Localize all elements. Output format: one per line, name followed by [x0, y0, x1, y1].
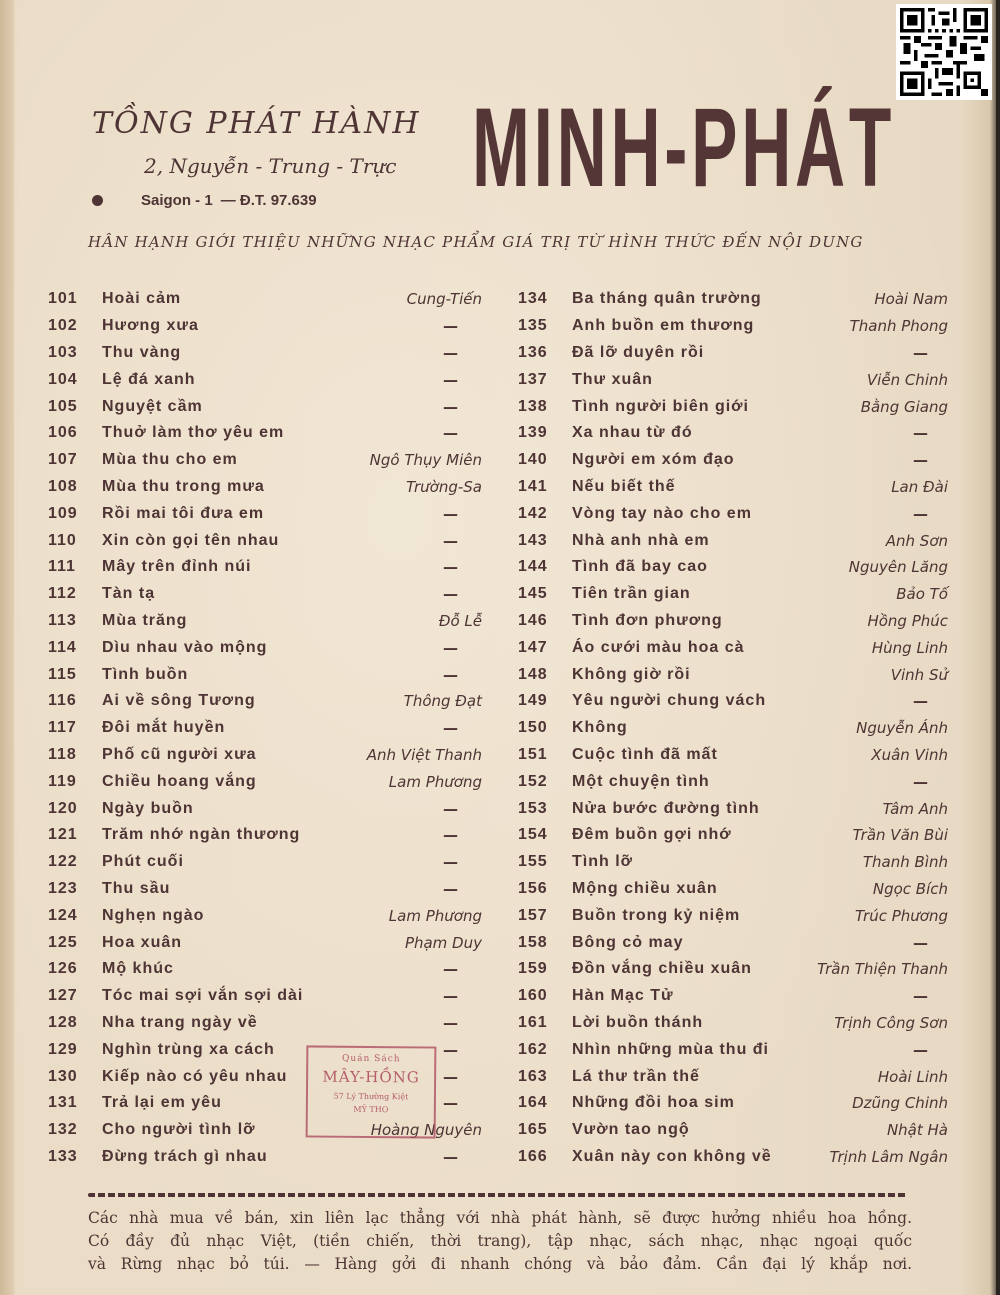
song-row	[518, 902, 958, 929]
song-row	[518, 849, 958, 876]
song-number: 135	[518, 317, 548, 335]
song-row	[518, 688, 958, 715]
song-row	[48, 876, 488, 903]
stamp-city: MỸ THO	[353, 1104, 389, 1115]
song-number: 124	[48, 906, 78, 924]
song-composer: Trúc Phương	[855, 906, 948, 925]
song-composer: —	[443, 1094, 458, 1113]
publisher-brand: MINH-PHÁT	[472, 85, 896, 210]
song-composer: —	[913, 424, 928, 443]
footer-line: và Rừng nhạc bỏ túi. — Hàng gởi đi nhanh chóng và bảo đảm. Cần đại lý khắp nơi.	[88, 1255, 912, 1273]
song-title: Bông cỏ may	[572, 933, 684, 951]
song-composer: Bảo Tố	[896, 585, 948, 604]
song-title: Buồn trong kỷ niệm	[572, 906, 741, 924]
song-row	[518, 1090, 958, 1117]
song-composer: —	[443, 343, 458, 362]
city-phone-line	[92, 192, 317, 209]
song-number: 158	[518, 933, 548, 951]
song-row	[518, 983, 958, 1010]
song-title: Cho người tình lỡ	[102, 1121, 256, 1139]
song-row	[518, 876, 958, 903]
song-composer: Hoài Linh	[877, 1067, 948, 1086]
song-number: 130	[48, 1067, 78, 1085]
song-title: Xin còn gọi tên nhau	[102, 531, 280, 549]
song-row	[48, 849, 488, 876]
song-number: 109	[48, 504, 78, 522]
song-title: Thu vàng	[102, 343, 182, 361]
song-title: Hàn Mạc Tử	[572, 987, 674, 1005]
song-title: Thuở làm thơ yêu em	[102, 424, 285, 442]
song-composer: Lam Phương	[388, 772, 482, 791]
song-title: Xuân này con không về	[572, 1147, 772, 1165]
song-composer: —	[443, 826, 458, 845]
phone: — Đ.T. 97.639	[220, 192, 317, 209]
song-title: Đã lỡ duyên rồi	[572, 343, 705, 361]
song-composer: Trường-Sa	[405, 477, 482, 496]
song-number: 110	[48, 531, 77, 549]
song-row	[48, 768, 488, 795]
song-composer: Đỗ Lễ	[438, 611, 482, 630]
bullet-icon	[92, 195, 103, 206]
song-composer: Trịnh Lâm Ngân	[829, 1147, 948, 1166]
song-composer: —	[443, 424, 458, 443]
song-composer: —	[913, 987, 928, 1006]
song-number: 157	[518, 906, 548, 924]
song-number: 129	[48, 1040, 78, 1058]
song-row	[48, 286, 488, 313]
song-row	[48, 1144, 488, 1171]
song-composer: —	[443, 1067, 458, 1086]
song-title: Tình đơn phương	[572, 611, 723, 629]
song-composer: Thanh Bình	[862, 853, 948, 872]
song-composer: Nhật Hà	[886, 1121, 948, 1140]
song-composer: Trần Thiện Thanh	[817, 960, 948, 979]
song-number: 107	[48, 451, 78, 469]
song-row	[48, 527, 488, 554]
song-title: Mùa thu trong mưa	[102, 477, 265, 495]
song-composer: —	[913, 451, 928, 470]
stamp-address: 57 Lý Thường Kiệt	[333, 1091, 409, 1102]
song-number: 132	[48, 1121, 78, 1139]
song-row	[518, 366, 958, 393]
song-number: 122	[48, 853, 78, 871]
song-number: 117	[48, 719, 77, 737]
song-composer: Cung-Tiến	[406, 290, 482, 309]
song-composer: Anh Sơn	[885, 531, 948, 550]
song-number: 165	[518, 1121, 548, 1139]
song-row	[518, 447, 958, 474]
stamp-line-1: Quán Sách	[341, 1053, 401, 1065]
song-row	[518, 795, 958, 822]
song-title: Mộ khúc	[102, 960, 174, 978]
song-title: Nguyệt cầm	[102, 397, 203, 415]
song-composer: —	[443, 853, 458, 872]
song-title: Nghẹn ngào	[102, 906, 205, 924]
song-composer: —	[443, 558, 458, 577]
footer-line: Các nhà mua về bán, xin liên lạc thẳng với nhà phát hành, sẽ được hưởng nhiều hoa hồng.	[88, 1209, 912, 1227]
song-composer: Hoài Nam	[874, 290, 948, 309]
song-number: 114	[48, 638, 77, 656]
song-title: Phút cuối	[102, 853, 184, 871]
song-title: Dìu nhau vào mộng	[102, 638, 268, 656]
song-number: 133	[48, 1147, 78, 1165]
song-number: 166	[518, 1147, 548, 1165]
song-row	[518, 715, 958, 742]
song-composer: Tâm Anh	[882, 799, 948, 818]
song-composer: —	[913, 343, 928, 362]
song-row	[518, 286, 958, 313]
song-title: Những đồi hoa sim	[572, 1094, 735, 1112]
song-composer: —	[913, 504, 928, 523]
song-number: 148	[518, 665, 548, 683]
song-row	[518, 1117, 958, 1144]
scan-border	[996, 0, 1000, 1295]
song-title: Áo cưới màu hoa cà	[572, 638, 745, 656]
song-row	[48, 313, 488, 340]
song-composer: Viễn Chinh	[866, 370, 948, 389]
song-number: 156	[518, 879, 548, 897]
song-number: 123	[48, 879, 78, 897]
song-title: Không giờ rồi	[572, 665, 691, 683]
song-number: 161	[518, 1013, 548, 1031]
song-composer: Ngọc Bích	[872, 879, 948, 898]
song-title: Trả lại em yêu	[102, 1094, 222, 1112]
song-number: 151	[518, 745, 548, 763]
song-title: Vườn tao ngộ	[572, 1121, 690, 1139]
song-row	[48, 983, 488, 1010]
song-composer: —	[913, 772, 928, 791]
dotted-divider	[88, 1193, 908, 1197]
song-row	[48, 715, 488, 742]
stamp-store-name: MÂY-HỒNG	[322, 1067, 420, 1087]
song-composer: —	[913, 692, 928, 711]
song-title: Ai về sông Tương	[102, 692, 256, 710]
song-title: Hương xưa	[102, 317, 199, 335]
song-composer: —	[443, 1040, 458, 1059]
song-row	[518, 929, 958, 956]
song-composer: Dzũng Chinh	[852, 1094, 948, 1113]
song-row	[518, 313, 958, 340]
song-number: 163	[518, 1067, 548, 1085]
song-row	[518, 581, 958, 608]
song-row	[518, 768, 958, 795]
song-composer: Hoàng Nguyên	[370, 1121, 482, 1140]
distributor-header	[92, 106, 421, 209]
song-title: Xa nhau từ đó	[572, 424, 693, 442]
song-row	[48, 822, 488, 849]
song-composer: Xuân Vinh	[871, 745, 948, 764]
song-title: Mây trên đỉnh núi	[102, 558, 252, 576]
song-title: Hoài cảm	[102, 290, 182, 308]
song-row	[48, 608, 488, 635]
song-row	[518, 554, 958, 581]
song-composer: —	[443, 585, 458, 604]
song-title: Mùa thu cho em	[102, 451, 238, 469]
song-title: Lá thư trần thế	[572, 1067, 700, 1085]
song-number: 150	[518, 719, 548, 737]
song-composer: —	[443, 504, 458, 523]
song-number: 115	[48, 665, 77, 683]
song-title: Không	[572, 719, 628, 737]
song-row	[48, 500, 488, 527]
song-title: Chiều hoang vắng	[102, 772, 257, 790]
song-list-left	[48, 286, 488, 1170]
song-composer: Anh Việt Thanh	[366, 745, 482, 764]
song-composer: —	[443, 370, 458, 389]
song-composer: Nguyên Lăng	[848, 558, 948, 577]
footer-notice	[88, 1207, 912, 1276]
song-row	[48, 554, 488, 581]
song-number: 139	[518, 424, 548, 442]
song-title: Thu sầu	[102, 879, 171, 897]
song-number: 155	[518, 853, 548, 871]
song-number: 125	[48, 933, 78, 951]
song-row	[48, 420, 488, 447]
song-number: 145	[518, 585, 548, 603]
song-number: 137	[518, 370, 548, 388]
song-composer: —	[443, 665, 458, 684]
song-row	[518, 822, 958, 849]
song-number: 143	[518, 531, 548, 549]
song-row	[518, 608, 958, 635]
song-composer: Trần Văn Bùi	[852, 826, 948, 845]
song-number: 126	[48, 960, 78, 978]
song-composer: —	[443, 1013, 458, 1032]
song-title: Ngày buồn	[102, 799, 194, 817]
song-composer: Vinh Sử	[890, 665, 948, 684]
song-row	[48, 688, 488, 715]
song-composer: Phạm Duy	[404, 933, 482, 952]
song-title: Nhà anh nhà em	[572, 531, 710, 549]
song-row	[518, 1063, 958, 1090]
city: Saigon - 1	[141, 192, 213, 209]
song-number: 119	[48, 772, 77, 790]
song-number: 152	[518, 772, 548, 790]
song-composer: —	[443, 397, 458, 416]
song-number: 144	[518, 558, 548, 576]
song-number: 112	[48, 585, 77, 603]
song-composer: Bằng Giang	[860, 397, 948, 416]
song-number: 134	[518, 290, 548, 308]
song-title: Thư xuân	[572, 370, 653, 388]
song-row	[518, 500, 958, 527]
song-composer: Ngô Thụy Miên	[369, 451, 482, 470]
song-row	[48, 581, 488, 608]
song-number: 164	[518, 1094, 548, 1112]
paper-edge	[0, 0, 14, 1295]
song-composer: —	[443, 1147, 458, 1166]
song-number: 106	[48, 424, 78, 442]
song-title: Tóc mai sợi vắn sợi dài	[102, 987, 304, 1005]
song-title: Đồn vắng chiều xuân	[572, 960, 752, 978]
song-row	[48, 447, 488, 474]
song-title: Nhìn những mùa thu đi	[572, 1040, 769, 1058]
song-title: Đôi mắt huyền	[102, 719, 226, 737]
song-number: 140	[518, 451, 548, 469]
distributor-address: 2, Nguyễn - Trung - Trực	[144, 154, 397, 178]
song-title: Mùa trăng	[102, 611, 188, 629]
song-composer: Trịnh Công Sơn	[834, 1013, 948, 1032]
song-row	[518, 1036, 958, 1063]
song-row	[48, 902, 488, 929]
song-number: 131	[48, 1094, 78, 1112]
song-number: 105	[48, 397, 78, 415]
song-composer: Hùng Linh	[871, 638, 948, 657]
song-number: 136	[518, 343, 548, 361]
song-list-right	[518, 286, 958, 1170]
song-title: Nha trang ngày về	[102, 1013, 258, 1031]
song-title: Tình người biên giới	[572, 397, 749, 415]
song-row	[518, 661, 958, 688]
tagline: HÂN HẠNH GIỚI THIỆU NHỮNG NHẠC PHẨM GIÁ TRỊ TỪ HÌNH THỨC ĐẾN NỘI DUNG	[88, 233, 864, 251]
song-title: Ba tháng quân trường	[572, 290, 762, 308]
song-composer: Hồng Phúc	[867, 611, 948, 630]
song-title: Nghìn trùng xa cách	[102, 1040, 275, 1058]
song-number: 111	[48, 558, 76, 576]
song-row	[48, 742, 488, 769]
song-number: 118	[48, 745, 77, 763]
song-row	[518, 393, 958, 420]
song-row	[518, 340, 958, 367]
song-title: Nửa bước đường tình	[572, 799, 760, 817]
song-row	[518, 956, 958, 983]
song-title: Phố cũ người xưa	[102, 745, 257, 763]
song-number: 159	[518, 960, 548, 978]
song-number: 138	[518, 397, 548, 415]
song-composer: —	[443, 799, 458, 818]
song-number: 162	[518, 1040, 548, 1058]
song-title: Anh buồn em thương	[572, 317, 755, 335]
song-row	[518, 474, 958, 501]
song-composer: —	[913, 1040, 928, 1059]
song-number: 113	[48, 611, 77, 629]
qr-code-icon[interactable]	[896, 4, 992, 100]
song-composer: Thanh Phong	[849, 317, 948, 336]
song-title: Rồi mai tôi đưa em	[102, 504, 265, 522]
song-row	[518, 1144, 958, 1171]
song-row	[48, 634, 488, 661]
song-row	[518, 527, 958, 554]
song-title: Tiên trần gian	[572, 585, 691, 603]
song-row	[518, 634, 958, 661]
song-number: 154	[518, 826, 548, 844]
song-title: Tàn tạ	[102, 585, 156, 603]
song-title: Cuộc tình đã mất	[572, 745, 718, 763]
song-number: 101	[48, 290, 78, 308]
song-title: Đừng trách gì nhau	[102, 1147, 268, 1165]
song-title: Tình lỡ	[572, 853, 634, 871]
bookstore-stamp	[306, 1045, 437, 1138]
song-composer: Thông Đạt	[403, 692, 482, 711]
song-composer: Nguyễn Ánh	[856, 719, 948, 738]
song-composer: —	[913, 933, 928, 952]
song-title: Kiếp nào có yêu nhau	[102, 1067, 288, 1085]
song-composer: —	[443, 719, 458, 738]
song-row	[48, 661, 488, 688]
song-number: 149	[518, 692, 548, 710]
song-number: 121	[48, 826, 78, 844]
song-title: Lệ đá xanh	[102, 370, 196, 388]
song-row	[48, 795, 488, 822]
song-title: Yêu người chung vách	[572, 692, 767, 710]
song-row	[48, 340, 488, 367]
song-number: 108	[48, 477, 78, 495]
song-row	[518, 742, 958, 769]
song-row	[48, 474, 488, 501]
song-number: 142	[518, 504, 548, 522]
song-composer: —	[443, 987, 458, 1006]
song-number: 102	[48, 317, 78, 335]
song-title: Tình đã bay cao	[572, 558, 708, 576]
song-composer: Lan Đài	[891, 477, 948, 496]
song-number: 153	[518, 799, 548, 817]
song-composer: —	[443, 879, 458, 898]
song-number: 116	[48, 692, 77, 710]
song-title: Mộng chiều xuân	[572, 879, 718, 897]
song-composer: —	[443, 960, 458, 979]
song-number: 104	[48, 370, 78, 388]
song-number: 103	[48, 343, 78, 361]
song-number: 127	[48, 987, 78, 1005]
song-number: 160	[518, 987, 548, 1005]
song-row	[48, 366, 488, 393]
song-row	[48, 1010, 488, 1037]
song-number: 141	[518, 477, 548, 495]
song-row	[48, 393, 488, 420]
song-title: Trăm nhớ ngàn thương	[102, 826, 301, 844]
song-row	[518, 420, 958, 447]
song-number: 120	[48, 799, 78, 817]
song-title: Đêm buồn gợi nhớ	[572, 826, 732, 844]
song-row	[48, 956, 488, 983]
song-title: Vòng tay nào cho em	[572, 504, 752, 522]
distributor-label: TỒNG PHÁT HÀNH	[92, 106, 421, 141]
footer-line: Có đầy đủ nhạc Việt, (tiền chiến, thời trang), tập nhạc, sách nhạc, nhạc ngoại quốc	[88, 1232, 912, 1250]
song-title: Nếu biết thế	[572, 477, 676, 495]
song-number: 147	[518, 638, 548, 656]
song-number: 128	[48, 1013, 78, 1031]
song-number: 146	[518, 611, 548, 629]
song-row	[518, 1010, 958, 1037]
song-row	[48, 929, 488, 956]
song-composer: Lam Phương	[388, 906, 482, 925]
song-composer: —	[443, 317, 458, 336]
song-title: Hoa xuân	[102, 933, 183, 951]
song-composer: —	[443, 638, 458, 657]
song-title: Người em xóm đạo	[572, 451, 735, 469]
song-composer: —	[443, 531, 458, 550]
song-title: Lời buồn thánh	[572, 1013, 704, 1031]
song-title: Tình buồn	[102, 665, 189, 683]
song-title: Một chuyện tình	[572, 772, 710, 790]
